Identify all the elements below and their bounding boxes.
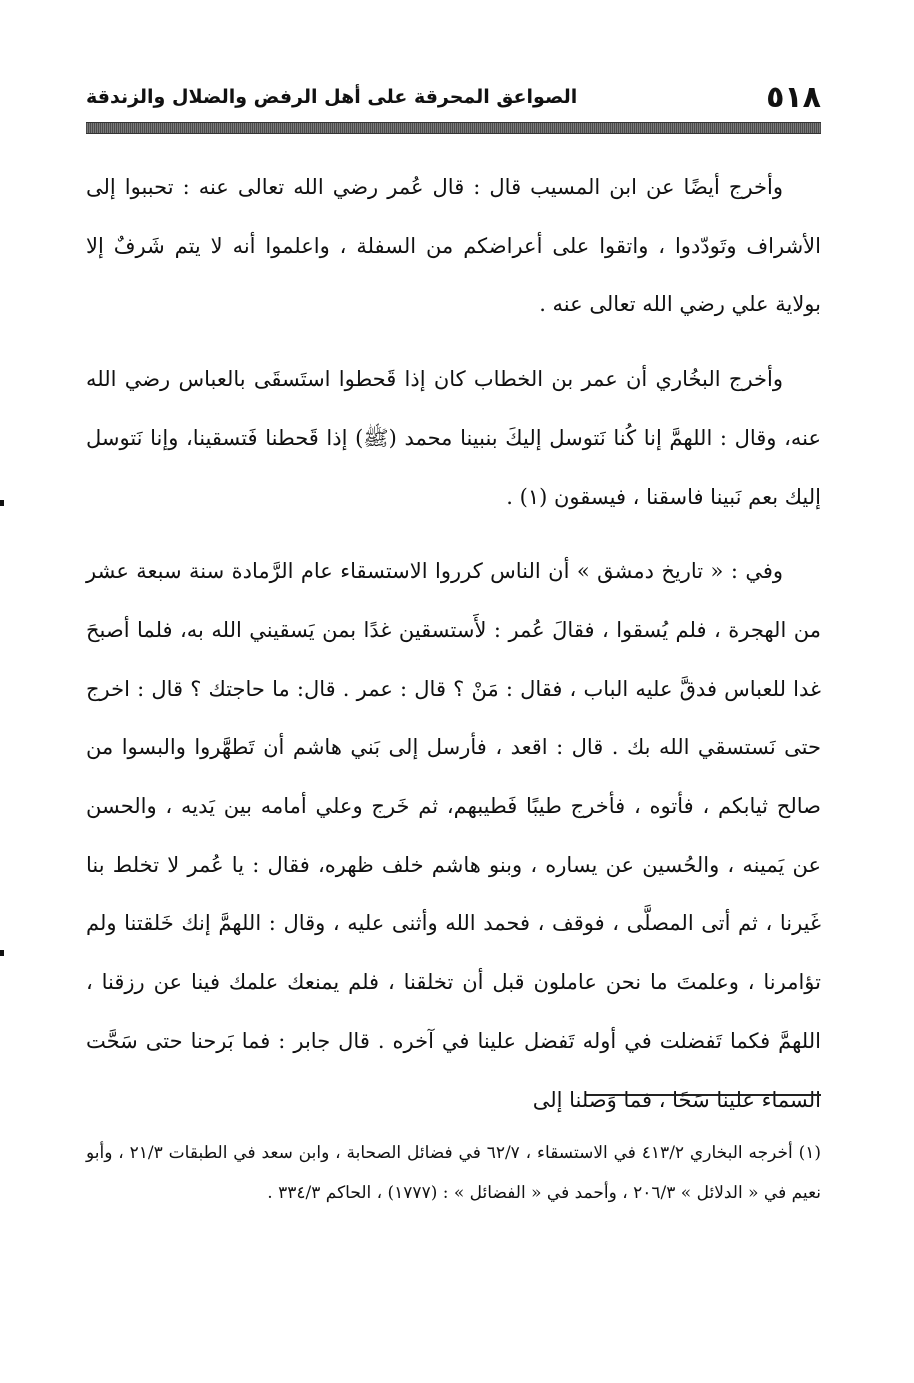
- paragraph-tarikh-dimashq: وفي : « تاريخ دمشق » أن الناس كرروا الاستسقاء عام الرَّمادة سنة سبعة عشر من الهجرة ، فلم يُسقوا ، فقالَ عُمر : لأَستسقين غدًا بمن يَسقيني الله به، فلما أصبحَ غدا للعباس فدقَّ عليه الباب ، فقال : مَنْ ؟ قال : عمر . قال: ما حاجتك ؟ قال : اخرج حتى نَستسقي الله بك . قال : اقعد ، فأرسل إلى بَني هاشم أن تَطهَّروا والبسوا من صالح ثيابكم ، فأتوه ، فأخرج طيبًا فَطيبهم، ثم خَرج وعلي أمامه بين يَديه ، والحسن عن يَمينه ، والحُسين عن يساره ، وبنو هاشم خلف ظهره، فقال : يا عُمر لا تخلط بنا غَيرنا ، ثم أتى المصلَّى ، فوقف ، فحمد الله وأثنى عليه ، وقال : اللهمَّ إنك خَلقتنا ولم تؤامرنا ، وعلمتَ ما نحن عاملون قبل أن تخلقنا ، فلم يمنعك علمك فينا عن رزقنا ، اللهمَّ فكما تَفضلت في أوله تَفضل علينا في آخره . قال جابر : فما بَرحنا حتى سَحَّت السماء علينا سَحًا ، فما وَصلنا إلى: [86, 559, 821, 1112]
- page-number: ٥١٨: [766, 80, 821, 115]
- paragraph-bukhari-istisqa: وأخرج البخُاري أن عمر بن الخطاب كان إذا قَحطوا استَسقَى بالعباس رضي الله عنه، وقال : اللهمَّ إنا كُنا نَتوسل إليكَ بنبينا محمد (ﷺ) إذا قَحطنا فَتسقينا، وإنا نَتوسل إليك بعم نَبينا فاسقنا ، فيسقون (١) .: [86, 367, 821, 509]
- main-text: [86, 158, 821, 1129]
- header-divider: [86, 122, 821, 134]
- footnote-1: (١) أخرجه البخاري ٤١٣/٢ في الاستسقاء ، ٦٢/٧ في فضائل الصحابة ، وابن سعد في الطبقات ٢١/٣ ، وأبو نعيم في « الدلائل » ٢٠٦/٣ ، وأحمد في « الفضائل » : (١٧٧٧) ، الحاكم ٣٣٤/٣ .: [86, 1143, 822, 1203]
- paragraph-ibn-al-musayyib: وأخرج أيضًا عن ابن المسيب قال : قال عُمر رضي الله تعالى عنه : تحببوا إلى الأشراف وتَودّدوا ، واتقوا على أعراضكم من السفلة ، واعلموا أنه لا يتم شَرفٌ إلا بولاية علي رضي الله تعالى عنه .: [86, 175, 821, 317]
- scan-margin-mark: [0, 950, 4, 956]
- footnote-divider: [586, 1094, 821, 1096]
- footnotes: [86, 1133, 821, 1213]
- page-header: [86, 78, 821, 118]
- running-title: الصواعق المحرقة على أهل الرفض والضلال والزندقة: [86, 86, 578, 108]
- scan-margin-mark: [0, 500, 4, 506]
